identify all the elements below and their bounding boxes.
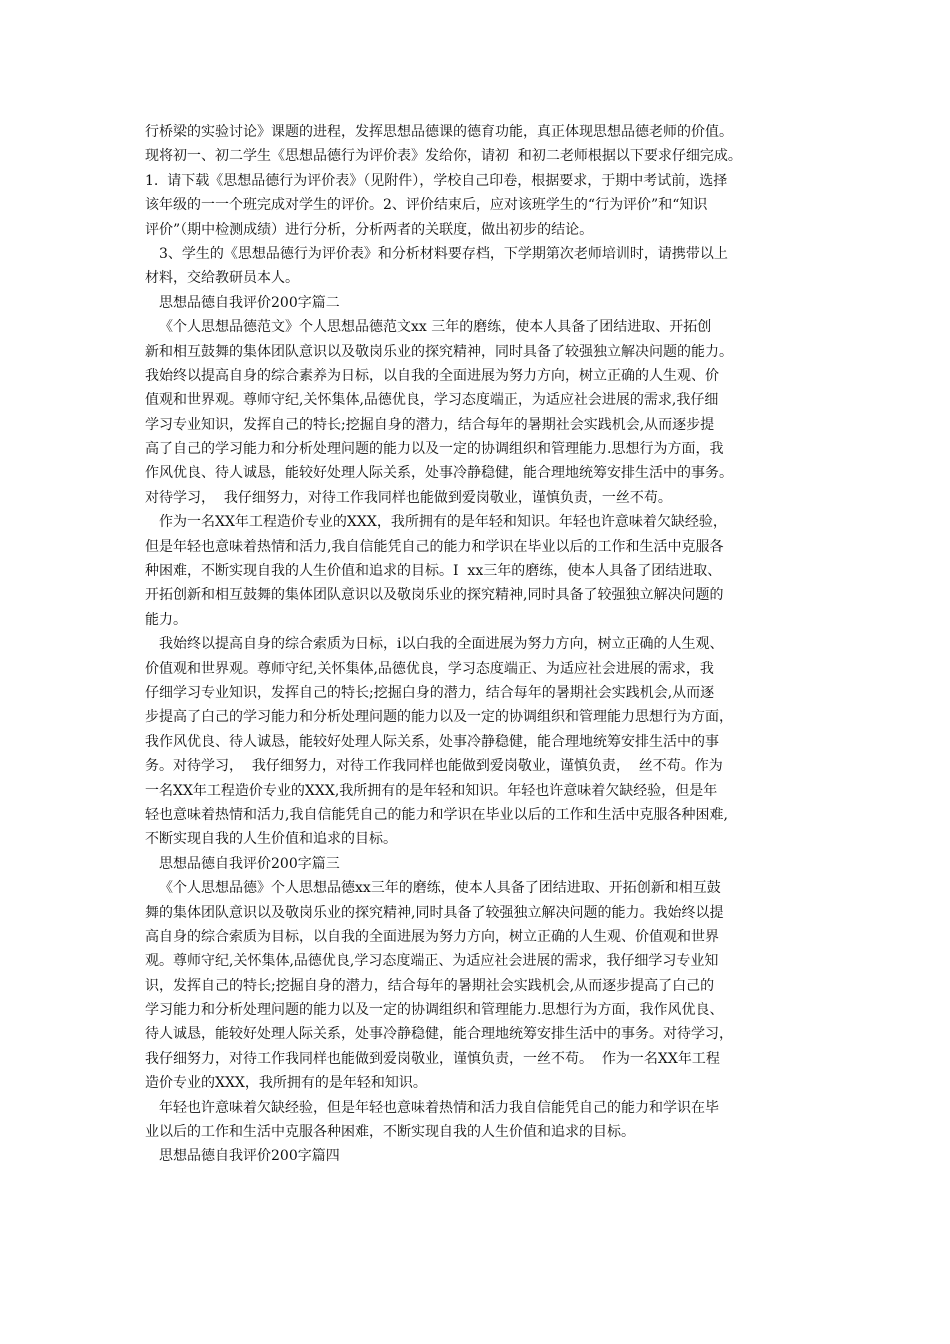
text-line: 思想品德自我评价200字篇二 (159, 294, 340, 311)
text-line: 思想品德自我评价200字篇三 (159, 855, 340, 872)
text-line: 3、学生的《思想品德行为评价表》和分析材料要存档，下学期第次老师培训时，请携带以上 (159, 245, 728, 262)
text-line: 仔细学习专业知识，发挥自己的特长;挖掘白身的潜力，结合每年的暑期社会实践机会,从而逐 (145, 684, 715, 701)
text-line: 思想品德自我评价200字篇四 (159, 1148, 340, 1165)
text-line: 造价专业的XXX，我所拥有的是年轻和知识。 (145, 1075, 427, 1092)
text-line: 学习专业知识，发挥自己的特长;挖掘自身的潜力，结合每年的暑期社会实践机会,从而逐步提 (145, 416, 715, 433)
text-line: 轻也意味着热情和活力,我自信能凭自己的能力和学识在毕业以后的工作和生活中克服各种困难, (145, 806, 728, 823)
text-line: 一名XX年工程造价专业的XXX,我所拥有的是年轻和知识。年轻也许意味着欠缺经验，但是年 (145, 782, 718, 799)
text-line: 新和相互鼓舞的集体团队意识以及敬岗乐业的探究精神，同时具备了较强独立解决问题的能力。 (145, 343, 733, 360)
text-line: 该年级的一一个班完成对学生的评价。2、评价结束后，应对该班学生的“行为评价”和“知识 (145, 197, 708, 214)
text-line: 年轻也许意味着欠缺经验，但是年轻也意味着热情和活力我自信能凭自己的能力和学识在毕 (159, 1099, 719, 1116)
document-body (145, 120, 825, 1169)
text-line: 业以后的工作和生活中克服各种困难，不断实现自我的人生价值和追求的目标。 (145, 1124, 635, 1141)
text-line: 作为一名XX年工程造价专业的XXX，我所拥有的是年轻和知识。年轻也许意味着欠缺经验， (159, 514, 727, 531)
text-line: 值观和世界观。尊师守纪,关怀集体,品德优良，学习态度端正，为适应社会进展的需求,我仔细 (145, 392, 719, 409)
text-line: 评价”（期中检测成绩）进行分析，分析两者的关联度，做出初步的结论。 (145, 221, 594, 238)
text-line: 行桥梁的实验讨论》课题的进程，发挥思想品德课的德育功能，真正体现思想品德老师的价值。 (145, 124, 733, 140)
text-line: 开拓创新和相互鼓舞的集体团队意识以及敬岗乐业的探究精神,同时具备了较强独立解决问题的 (145, 587, 724, 604)
text-line: 高了自己的学习能力和分析处理问题的能力以及一定的协调组织和管理能力.思想行为方面，我 (145, 441, 724, 458)
text-line: 识，发挥自己的特长;挖掘自身的潜力，结合每年的暑期社会实践机会,从而逐步提高了白己的 (145, 977, 715, 994)
text-line: 不断实现自我的人生价值和追求的目标。 (145, 831, 397, 848)
text-line: 高自身的综合索质为目标，以自我的全面进展为努力方向，树立正确的人生观、价值观和世界 (145, 928, 719, 945)
text-line: 我始终以提高自身的综合素养为日标，以自我的全面进展为努力方向，树立正确的人生观、价 (145, 367, 719, 384)
text-line: 舞的集体团队意识以及敬岗乐业的探究精神,同时具备了较强独立解决问题的能力。我始终以提 (145, 904, 724, 921)
text-line: 材料，交给教研员本人。 (145, 270, 299, 287)
text-line: 我始终以提高自身的综合索质为日标，i以白我的全面进展为努力方向，树立正确的人生观、 (159, 636, 724, 653)
text-line: 能力。 (145, 611, 187, 628)
text-line: 步提高了白己的学习能力和分析处理问题的能力以及一定的协调组织和管理能力思想行为方面， (145, 709, 733, 726)
text-line: 但是年轻也意味着热情和活力,我自信能凭自己的能力和学识在毕业以后的工作和生活中克服各 (145, 538, 724, 555)
text-line: 观。尊师守纪,关怀集体,品德优良,学习态度端正、为适应社会进展的需求，我仔细学习专业知 (145, 953, 719, 970)
text-line: 待人诚恳，能较好处理人际关系，处事冷静稳健，能合理地统筹安排生活中的事务。对待学习， (145, 1026, 733, 1043)
text-line: 学习能力和分析处理问题的能力以及一定的协调组织和管理能力.思想行为方面，我作风优良、 (145, 1002, 724, 1019)
text-line: 《个人思想品德》个人思想品德xx三年的磨练，使本人具备了团结进取、开拓创新和相互鼓 (159, 880, 721, 897)
text-line: 对待学习， 我仔细努力，对待工作我同样也能做到爱岗敬业，谨慎负责，一丝不苟。 (145, 489, 672, 506)
text-line: 作风优良、待人诚恳，能较好处理人际关系，处事冷静稳健，能合理地统筹安排生活中的事务。 (145, 465, 733, 482)
text-line: 我仔细努力，对待工作我同样也能做到爱岗敬业，谨慎负责，一丝不苟。 作为一名XX年工程 (145, 1050, 720, 1067)
text-line: 种困难，不断实现自我的人生价值和追求的目标。I xx三年的磨练，使本人具备了团结进取、 (145, 563, 722, 580)
text-line: 现将初一、初二学生《思想品德行为评价表》发给你，请初 和初二老师根据以下要求仔细完成。 (145, 148, 742, 165)
text-line: 我作风优良、待人诚恳，能较好处理人际关系，处事冷静稳健，能合理地统筹安排生活中的事 (145, 733, 719, 750)
text-line: 1. 请下载《思想品德行为评价表》（见附件），学校自己印卷，根据要求，于期中考试前，选择 (145, 172, 728, 189)
text-line: 价值观和世界观。尊师守纪,关怀集体,品德优良，学习态度端正、为适应社会进展的需求，我 (145, 660, 714, 677)
text-line: 《个人思想品德范文》个人思想品德范文xx 三年的磨练，使本人具备了团结进取、开拓创 (159, 319, 712, 336)
text-line: 务。对待学习， 我仔细努力，对待工作我同样也能做到爱岗敬业，谨慎负责， 丝不苟。作为 (145, 758, 723, 775)
